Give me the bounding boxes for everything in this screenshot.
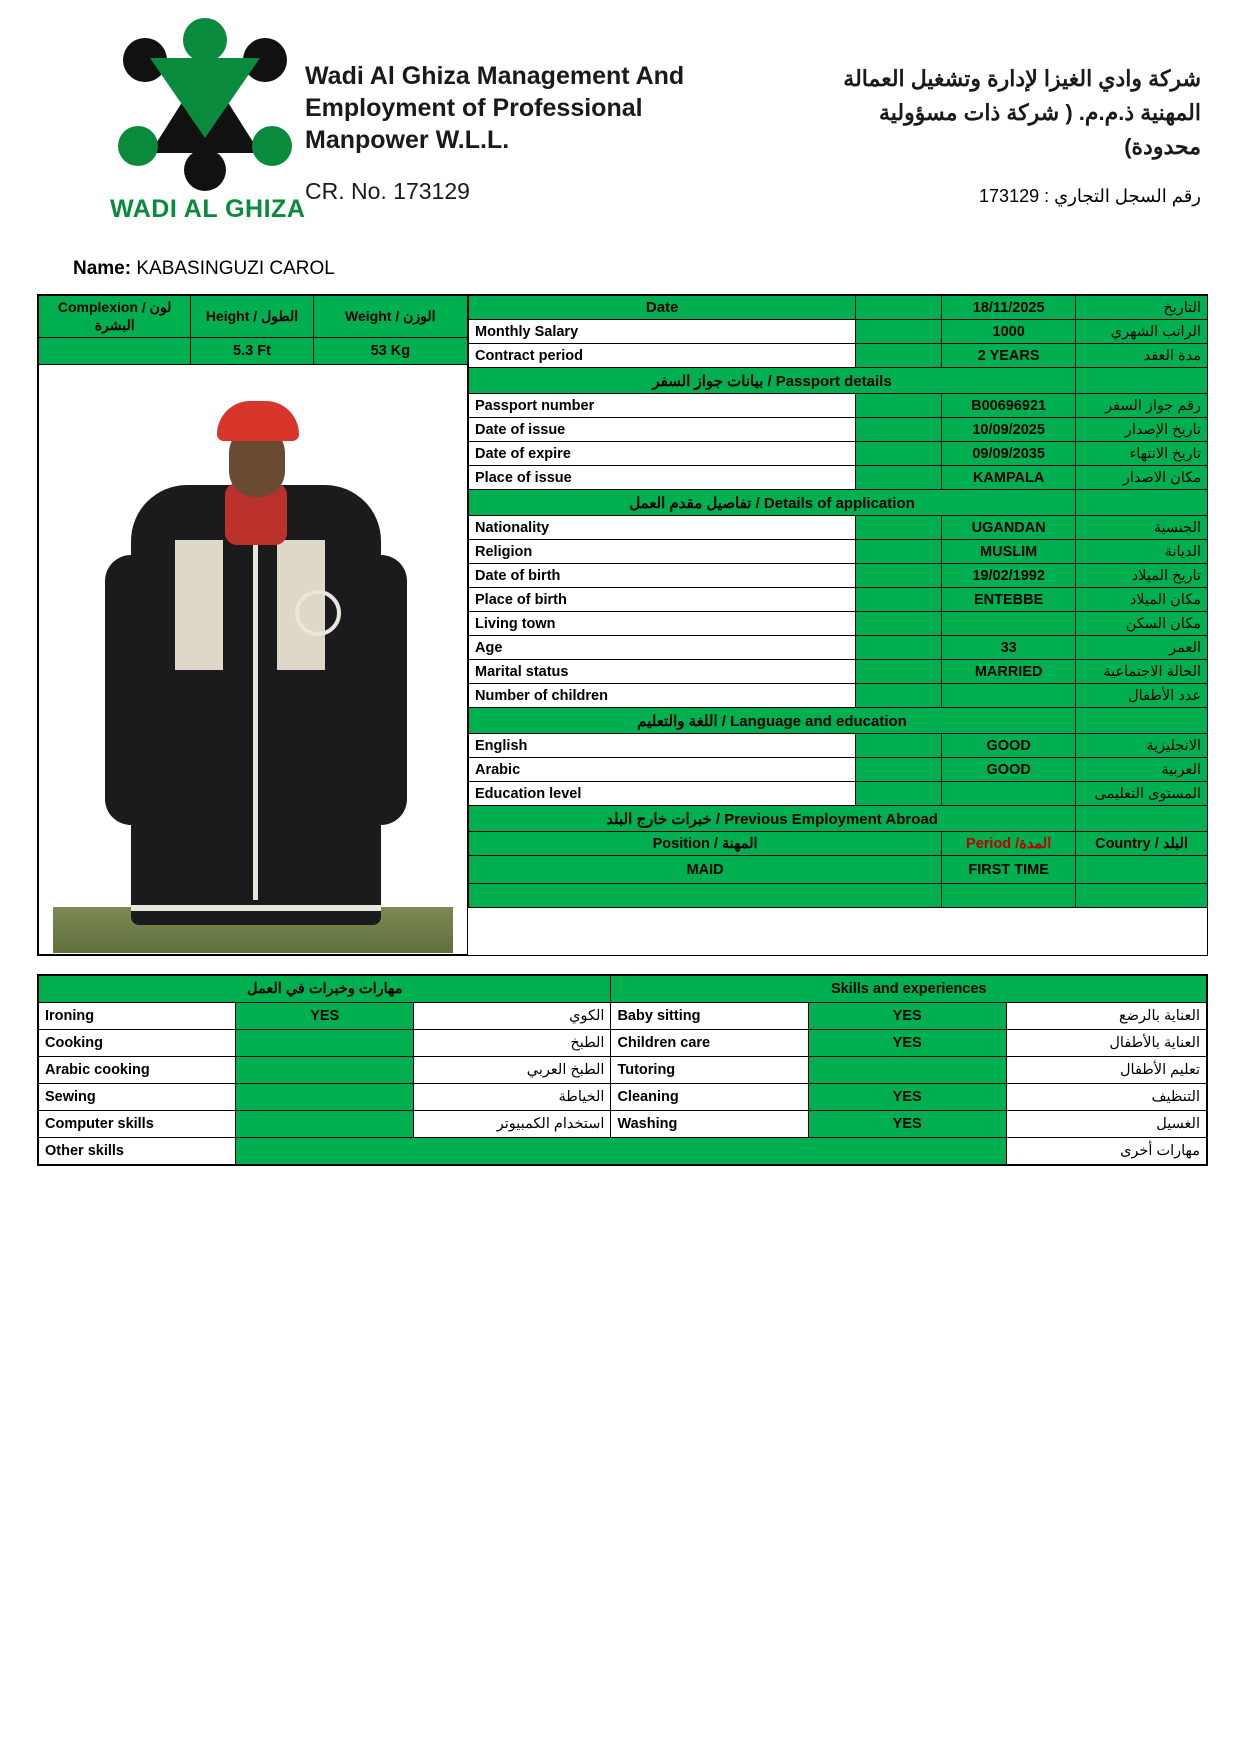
passport-expire-row <box>469 442 1208 466</box>
date-of-issue-spacer <box>856 418 942 442</box>
religion-arabic: الديانة <box>1076 540 1208 564</box>
employment-position-1: MAID <box>469 856 942 884</box>
date-of-expire-spacer <box>856 442 942 466</box>
skill-computer-arabic: استخدام الكمبيوتر <box>414 1111 611 1138</box>
application-section-header <box>469 490 1208 516</box>
place-of-birth-value: ENTEBBE <box>942 588 1076 612</box>
date-of-birth-arabic: تاريخ الميلاد <box>1076 564 1208 588</box>
skill-other-label: Other skills <box>39 1138 236 1165</box>
passport-issue-row <box>469 418 1208 442</box>
date-arabic: التاريخ <box>1076 296 1208 320</box>
religion-label: Religion <box>469 540 856 564</box>
weight-value: 53 Kg <box>313 338 467 365</box>
skills-row-3 <box>39 1057 1207 1084</box>
monthly-salary-value: 1000 <box>942 320 1076 344</box>
place-of-issue-value: KAMPALA <box>942 466 1076 490</box>
passport-number-label: Passport number <box>469 394 856 418</box>
contract-period-arabic: مدة العقد <box>1076 344 1208 368</box>
skills-row-1 <box>39 1003 1207 1030</box>
date-label: Date <box>469 296 856 320</box>
employment-position-2 <box>469 884 942 908</box>
skill-ironing-label: Ironing <box>39 1003 236 1030</box>
employment-section-title: خبرات خارج البلد / Previous Employment Abroad <box>469 806 1076 832</box>
monthly-salary-label: Monthly Salary <box>469 320 856 344</box>
date-row <box>469 296 1208 320</box>
skills-row-other <box>39 1138 1207 1165</box>
skills-row-4 <box>39 1084 1207 1111</box>
skills-table <box>37 974 1208 1166</box>
language-section-spacer <box>1076 708 1208 734</box>
employment-row-2 <box>469 884 1208 908</box>
date-of-issue-value: 10/09/2025 <box>942 418 1076 442</box>
measurements-header-row <box>39 296 468 338</box>
english-value: GOOD <box>942 734 1076 758</box>
skill-sewing-arabic: الخياطة <box>414 1084 611 1111</box>
applicant-name-separator: : <box>124 258 132 279</box>
place-of-birth-label: Place of birth <box>469 588 856 612</box>
details-table <box>468 295 1208 908</box>
number-of-children-label: Number of children <box>469 684 856 708</box>
language-section-header <box>469 708 1208 734</box>
age-label: Age <box>469 636 856 660</box>
skill-children-care-value: YES <box>808 1030 1006 1057</box>
education-level-row <box>469 782 1208 806</box>
company-name-line-3: Manpower W.L.L. <box>305 126 510 154</box>
contract-period-label: Contract period <box>469 344 856 368</box>
passport-place-row <box>469 466 1208 490</box>
children-count-row <box>469 684 1208 708</box>
employment-period-1: FIRST TIME <box>942 856 1076 884</box>
english-label: English <box>469 734 856 758</box>
application-section-spacer <box>1076 490 1208 516</box>
passport-number-row <box>469 394 1208 418</box>
place-of-issue-label: Place of issue <box>469 466 856 490</box>
main-info-table <box>37 294 1208 956</box>
passport-number-spacer <box>856 394 942 418</box>
date-of-birth-value: 19/02/1992 <box>942 564 1076 588</box>
skill-sewing-value <box>236 1084 414 1111</box>
passport-number-value: B00696921 <box>942 394 1076 418</box>
skill-baby-sitting-arabic: العناية بالرضع <box>1006 1003 1206 1030</box>
applicant-name-row <box>35 250 1206 294</box>
arabic-spacer <box>856 758 942 782</box>
arabic-label: Arabic <box>469 758 856 782</box>
skill-cooking-arabic: الطبخ <box>414 1030 611 1057</box>
language-section-title: اللغة والتعليم / Language and education <box>469 708 1076 734</box>
skill-washing-label: Washing <box>611 1111 808 1138</box>
skill-arabic-cooking-arabic: الطبخ العربي <box>414 1057 611 1084</box>
religion-value: MUSLIM <box>942 540 1076 564</box>
age-value: 33 <box>942 636 1076 660</box>
skills-title-arabic: مهارات وخبرات في العمل <box>39 976 611 1003</box>
passport-section-title: بيانات جواز السفر / Passport details <box>469 368 1076 394</box>
company-name-ar-line-1: شركة وادي الغيزا لإدارة وتشغيل العمالة <box>843 66 1201 91</box>
skill-baby-sitting-value: YES <box>808 1003 1006 1030</box>
living-town-spacer <box>856 612 942 636</box>
skill-tutoring-value <box>808 1057 1006 1084</box>
monthly-salary-arabic: الراتب الشهري <box>1076 320 1208 344</box>
english-arabic: الانجليزية <box>1076 734 1208 758</box>
marital-status-row <box>469 660 1208 684</box>
living-town-label: Living town <box>469 612 856 636</box>
company-name-arabic <box>705 10 1206 207</box>
skill-other-arabic: مهارات أخرى <box>1006 1138 1206 1165</box>
english-row <box>469 734 1208 758</box>
cr-number-english: CR. No. 173129 <box>305 178 470 204</box>
date-spacer <box>856 296 942 320</box>
employment-country-2 <box>1076 884 1208 908</box>
company-name-english <box>275 10 705 205</box>
date-of-expire-value: 09/09/2035 <box>942 442 1076 466</box>
complexion-header: Complexion / لون البشرة <box>39 296 191 338</box>
right-column <box>468 295 1208 955</box>
company-name-line-2: Employment of Professional <box>305 94 643 122</box>
skills-header-row <box>39 976 1207 1003</box>
passport-number-arabic: رقم جواز السفر <box>1076 394 1208 418</box>
arabic-row <box>469 758 1208 782</box>
monthly-salary-spacer <box>856 320 942 344</box>
education-level-label: Education level <box>469 782 856 806</box>
skills-row-2 <box>39 1030 1207 1057</box>
date-of-expire-arabic: تاريخ الانتهاء <box>1076 442 1208 466</box>
employment-position-header: Position / المهنة <box>469 832 942 856</box>
applicant-name-value: KABASINGUZI CAROL <box>136 258 335 279</box>
date-of-birth-row <box>469 564 1208 588</box>
date-of-birth-label: Date of birth <box>469 564 856 588</box>
religion-spacer <box>856 540 942 564</box>
measurements-table <box>38 295 468 955</box>
application-section-title: تفاصيل مقدم العمل / Details of application <box>469 490 1076 516</box>
place-of-birth-row <box>469 588 1208 612</box>
arabic-arabic: العربية <box>1076 758 1208 782</box>
photo-row <box>39 365 468 955</box>
place-of-birth-arabic: مكان الميلاد <box>1076 588 1208 612</box>
date-of-birth-spacer <box>856 564 942 588</box>
contract-period-value: 2 YEARS <box>942 344 1076 368</box>
nationality-arabic: الجنسية <box>1076 516 1208 540</box>
living-town-row <box>469 612 1208 636</box>
logo-wordmark: WADI AL GHIZA <box>110 195 306 223</box>
skill-baby-sitting-label: Baby sitting <box>611 1003 808 1030</box>
place-of-birth-spacer <box>856 588 942 612</box>
contract-row <box>469 344 1208 368</box>
number-of-children-value <box>942 684 1076 708</box>
skill-ironing-arabic: الكوي <box>414 1003 611 1030</box>
education-level-arabic: المستوى التعليمى <box>1076 782 1208 806</box>
age-spacer <box>856 636 942 660</box>
employment-columns-row <box>469 832 1208 856</box>
salary-row <box>469 320 1208 344</box>
skill-washing-arabic: الغسيل <box>1006 1111 1206 1138</box>
skill-cooking-label: Cooking <box>39 1030 236 1057</box>
number-of-children-spacer <box>856 684 942 708</box>
employment-country-header: Country / البلد <box>1076 832 1208 856</box>
applicant-photo <box>39 365 467 953</box>
skill-sewing-label: Sewing <box>39 1084 236 1111</box>
employment-row-1 <box>469 856 1208 884</box>
skills-title-english: Skills and experiences <box>611 976 1207 1003</box>
company-name-ar-line-2: المهنية ذ.م.م. ( شركة ذات مسؤولية <box>878 100 1201 126</box>
date-of-issue-label: Date of issue <box>469 418 856 442</box>
arabic-value: GOOD <box>942 758 1076 782</box>
height-header: Height / الطول <box>191 296 313 338</box>
skill-tutoring-label: Tutoring <box>611 1057 808 1084</box>
number-of-children-arabic: عدد الأطفال <box>1076 684 1208 708</box>
marital-status-label: Marital status <box>469 660 856 684</box>
age-row <box>469 636 1208 660</box>
skill-arabic-cooking-value <box>236 1057 414 1084</box>
living-town-value <box>942 612 1076 636</box>
education-level-value <box>942 782 1076 806</box>
contract-period-spacer <box>856 344 942 368</box>
marital-status-value: MARRIED <box>942 660 1076 684</box>
skill-tutoring-arabic: تعليم الأطفال <box>1006 1057 1206 1084</box>
employment-period-header: Period /المدة <box>942 832 1076 856</box>
religion-row <box>469 540 1208 564</box>
nationality-value: UGANDAN <box>942 516 1076 540</box>
skill-computer-label: Computer skills <box>39 1111 236 1138</box>
nationality-row <box>469 516 1208 540</box>
height-value: 5.3 Ft <box>191 338 313 365</box>
skill-cleaning-label: Cleaning <box>611 1084 808 1111</box>
nationality-spacer <box>856 516 942 540</box>
skill-ironing-value: YES <box>236 1003 414 1030</box>
employment-period-2 <box>942 884 1076 908</box>
english-spacer <box>856 734 942 758</box>
applicant-name-label: Name <box>73 258 125 279</box>
place-of-issue-arabic: مكان الاصدار <box>1076 466 1208 490</box>
marital-status-arabic: الحالة الاجتماعية <box>1076 660 1208 684</box>
employment-country-1 <box>1076 856 1208 884</box>
left-column <box>38 295 468 955</box>
education-level-spacer <box>856 782 942 806</box>
place-of-issue-spacer <box>856 466 942 490</box>
skill-washing-value: YES <box>808 1111 1006 1138</box>
skills-row-5 <box>39 1111 1207 1138</box>
company-name-line-1: Wadi Al Ghiza Management And <box>305 62 685 90</box>
skill-arabic-cooking-label: Arabic cooking <box>39 1057 236 1084</box>
measurements-value-row <box>39 338 468 365</box>
employment-section-header <box>469 806 1208 832</box>
company-name-ar-line-3: محدودة) <box>1124 134 1201 160</box>
skill-cleaning-value: YES <box>808 1084 1006 1111</box>
nationality-label: Nationality <box>469 516 856 540</box>
passport-section-header <box>469 368 1208 394</box>
weight-header: Weight / الوزن <box>313 296 467 338</box>
age-arabic: العمر <box>1076 636 1208 660</box>
marital-status-spacer <box>856 660 942 684</box>
living-town-arabic: مكان السكن <box>1076 612 1208 636</box>
logo-mark-icon <box>110 18 295 193</box>
passport-section-spacer <box>1076 368 1208 394</box>
skill-children-care-label: Children care <box>611 1030 808 1057</box>
date-of-expire-label: Date of expire <box>469 442 856 466</box>
date-value: 18/11/2025 <box>942 296 1076 320</box>
skill-computer-value <box>236 1111 414 1138</box>
complexion-value <box>39 338 191 365</box>
skill-children-care-arabic: العناية بالأطفال <box>1006 1030 1206 1057</box>
date-of-issue-arabic: تاريخ الإصدار <box>1076 418 1208 442</box>
cr-number-arabic: رقم السجل التجاري : 173129 <box>979 186 1201 207</box>
applicant-photo-cell <box>39 365 468 955</box>
document-header <box>35 0 1206 250</box>
company-logo <box>35 10 306 224</box>
skill-cooking-value <box>236 1030 414 1057</box>
skill-cleaning-arabic: التنظيف <box>1006 1084 1206 1111</box>
skill-other-value <box>236 1138 1007 1165</box>
employment-section-spacer <box>1076 806 1208 832</box>
